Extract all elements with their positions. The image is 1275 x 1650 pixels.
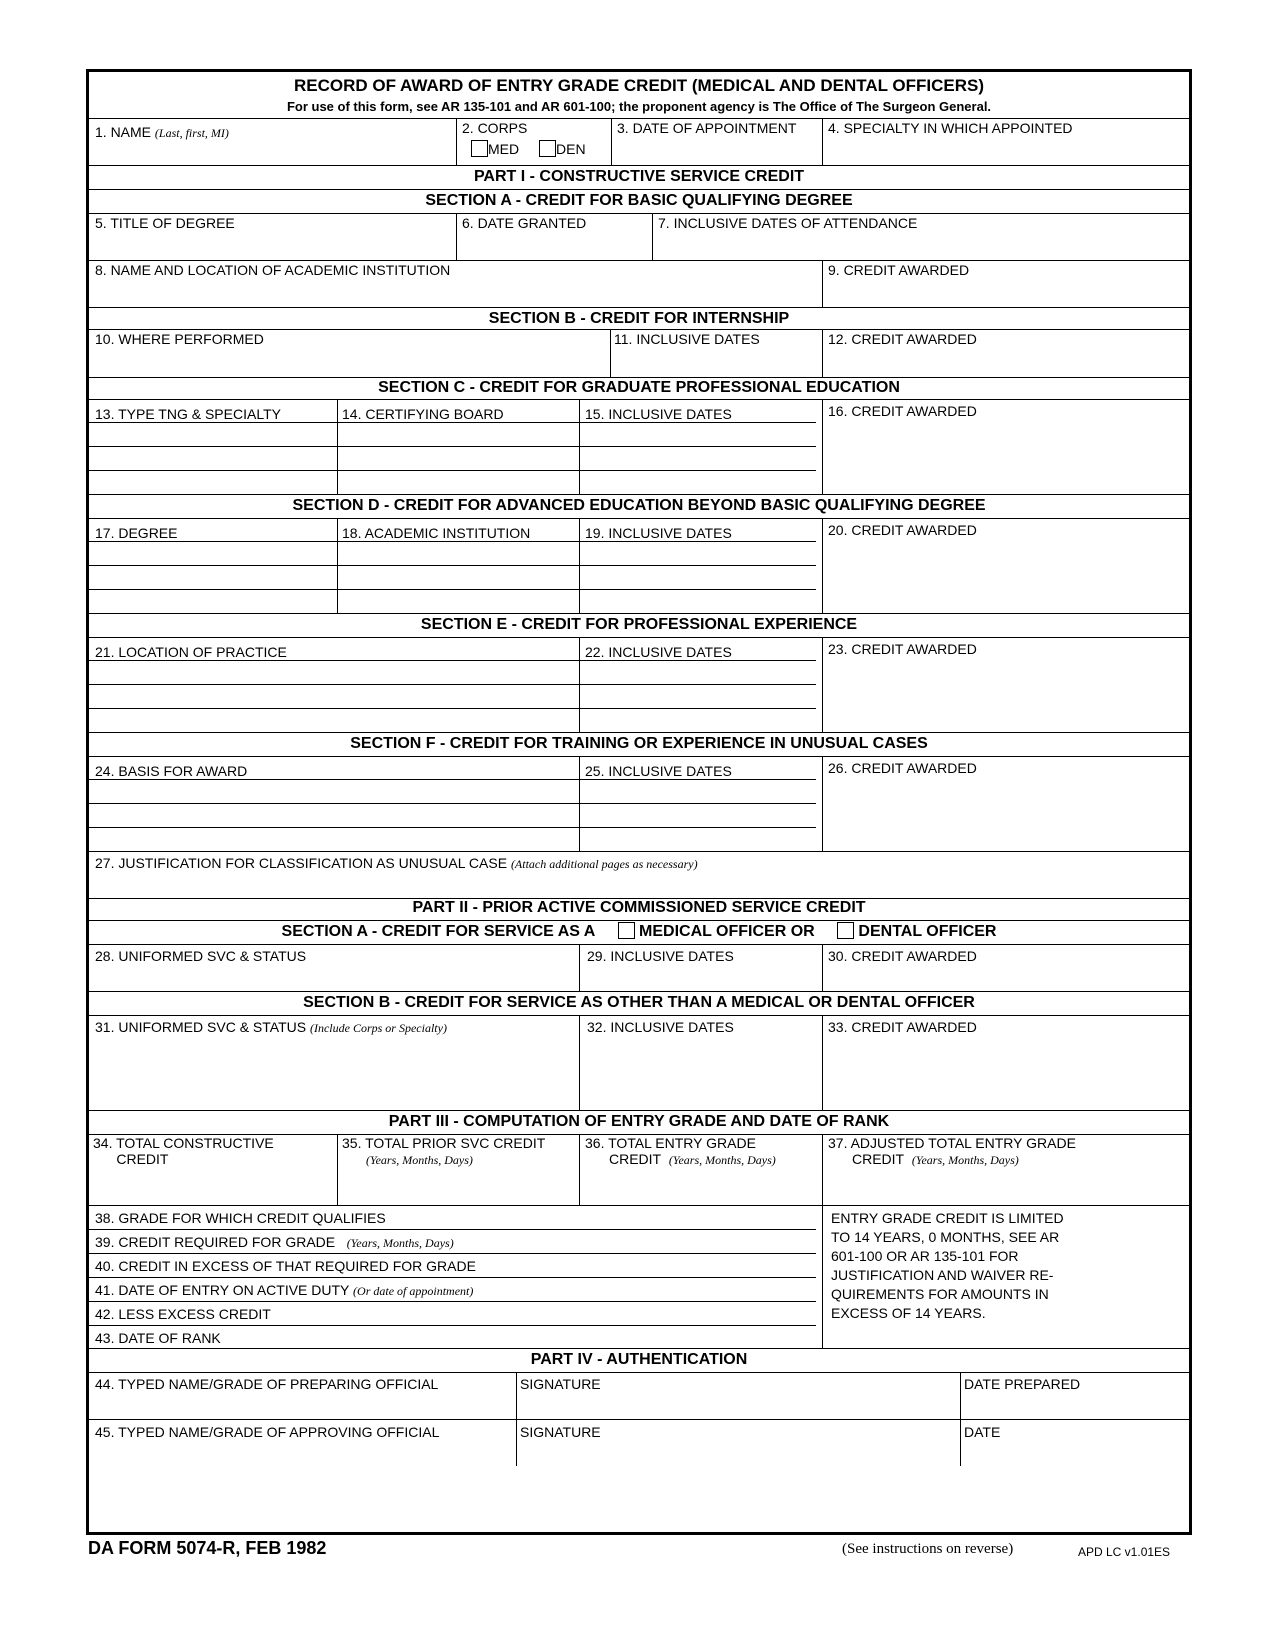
less-excess-credit-label[interactable]: 42. LESS EXCESS CREDIT xyxy=(95,1306,271,1322)
academic-institution-label[interactable]: 18. ACADEMIC INSTITUTION xyxy=(342,525,531,541)
med-checkbox[interactable] xyxy=(471,140,488,157)
entry-grade-limit-note: ENTRY GRADE CREDIT IS LIMITED TO 14 YEARS, 0 MONTHS, SEE AR 601-100 OR AR 135-101 FOR JUSTIFICATION AND WAIVER RE- QUIREMENTS FOR AMOUNTS IN EXCESS OF 14 YEARS. xyxy=(831,1210,1064,1321)
form-subtitle: For use of this form, see AR 135-101 and AR 601-100; the proponent agency is The Office of The Surgeon General. xyxy=(286,99,992,114)
part2-section-b-title: SECTION B - CREDIT FOR SERVICE AS OTHER THAN A MEDICAL OR DENTAL OFFICER xyxy=(303,994,975,1011)
uniformed-svc-status-28-label[interactable]: 28. UNIFORMED SVC & STATUS xyxy=(95,948,307,964)
inclusive-dates-19-label[interactable]: 19. INCLUSIVE DATES xyxy=(585,525,732,541)
credit-awarded-30-label[interactable]: 30. CREDIT AWARDED xyxy=(828,948,977,964)
credit-in-excess-label[interactable]: 40. CREDIT IN EXCESS OF THAT REQUIRED FOR GRADE xyxy=(95,1258,476,1274)
form-identifier: DA FORM 5074-R, FEB 1982 xyxy=(88,1538,327,1558)
credit-awarded-33-label[interactable]: 33. CREDIT AWARDED xyxy=(828,1019,977,1035)
part1-section-c-title: SECTION C - CREDIT FOR GRADUATE PROFESSIONAL EDUCATION xyxy=(378,379,900,396)
certifying-board-label[interactable]: 14. CERTIFYING BOARD xyxy=(342,406,504,422)
den-checkbox[interactable] xyxy=(539,140,556,157)
credit-awarded-16-label[interactable]: 16. CREDIT AWARDED xyxy=(828,403,977,419)
grade-qualifies-label[interactable]: 38. GRADE FOR WHICH CREDIT QUALIFIES xyxy=(95,1210,386,1226)
inclusive-dates-22-label[interactable]: 22. INCLUSIVE DATES xyxy=(585,644,732,660)
total-constructive-credit-label[interactable]: 34. TOTAL CONSTRUCTIVE CREDIT xyxy=(93,1135,274,1167)
inclusive-dates-32-label[interactable]: 32. INCLUSIVE DATES xyxy=(587,1019,734,1035)
where-performed-label[interactable]: 10. WHERE PERFORMED xyxy=(95,331,264,347)
date-of-rank-label[interactable]: 43. DATE OF RANK xyxy=(95,1330,221,1346)
preparing-official-label[interactable]: 44. TYPED NAME/GRADE OF PREPARING OFFICIAL xyxy=(95,1376,439,1392)
credit-awarded-20-label[interactable]: 20. CREDIT AWARDED xyxy=(828,522,977,538)
credit-required-label[interactable]: 39. CREDIT REQUIRED FOR GRADE (Years, Months, Days) xyxy=(95,1234,454,1250)
total-prior-svc-credit-label[interactable]: 35. TOTAL PRIOR SVC CREDIT (Years, Months, Days) xyxy=(342,1135,546,1167)
part1-title: PART I - CONSTRUCTIVE SERVICE CREDIT xyxy=(473,168,805,185)
medical-officer-checkbox[interactable] xyxy=(618,922,635,939)
corps-den-option[interactable]: DEN xyxy=(539,140,586,157)
approving-official-label[interactable]: 45. TYPED NAME/GRADE OF APPROVING OFFICIAL xyxy=(95,1424,440,1440)
entry-grade-credit-form xyxy=(86,69,1192,1535)
part1-section-f-title: SECTION F - CREDIT FOR TRAINING OR EXPERIENCE IN UNUSUAL CASES xyxy=(350,735,928,752)
uniformed-svc-status-31-label[interactable]: 31. UNIFORMED SVC & STATUS (Include Corps or Specialty) xyxy=(95,1019,447,1035)
part1-section-b-title: SECTION B - CREDIT FOR INTERNSHIP xyxy=(488,310,790,327)
attendance-dates-label[interactable]: 7. INCLUSIVE DATES OF ATTENDANCE xyxy=(658,215,918,231)
part1-section-a-title: SECTION A - CREDIT FOR BASIC QUALIFYING DEGREE xyxy=(425,192,853,209)
justification-label[interactable]: 27. JUSTIFICATION FOR CLASSIFICATION AS UNUSUAL CASE (Attach additional pages as necessary) xyxy=(95,855,698,871)
credit-awarded-9-label[interactable]: 9. CREDIT AWARDED xyxy=(828,262,970,278)
institution-label[interactable]: 8. NAME AND LOCATION OF ACADEMIC INSTITUTION xyxy=(95,262,451,278)
version-label: APD LC v1.01ES xyxy=(1078,1545,1171,1559)
credit-awarded-23-label[interactable]: 23. CREDIT AWARDED xyxy=(828,641,977,657)
part3-title: PART III - COMPUTATION OF ENTRY GRADE AND DATE OF RANK xyxy=(388,1113,890,1130)
adjusted-total-entry-grade-credit-label[interactable]: 37. ADJUSTED TOTAL ENTRY GRADE CREDIT (Years, Months, Days) xyxy=(828,1135,1076,1167)
corps-label: 2. CORPS xyxy=(462,120,528,136)
part2-section-a-title: SECTION A - CREDIT FOR SERVICE AS A MEDICAL OFFICER OR DENTAL OFFICER xyxy=(281,923,997,940)
corps-med-option[interactable]: MED xyxy=(471,140,519,157)
specialty-label[interactable]: 4. SPECIALTY IN WHICH APPOINTED xyxy=(828,120,1073,136)
type-tng-specialty-label[interactable]: 13. TYPE TNG & SPECIALTY xyxy=(95,406,281,422)
date-of-appointment-label[interactable]: 3. DATE OF APPOINTMENT xyxy=(617,120,797,136)
credit-awarded-12-label[interactable]: 12. CREDIT AWARDED xyxy=(828,331,977,347)
basis-for-award-label[interactable]: 24. BASIS FOR AWARD xyxy=(95,763,248,779)
location-of-practice-label[interactable]: 21. LOCATION OF PRACTICE xyxy=(95,644,287,660)
inclusive-dates-15-label[interactable]: 15. INCLUSIVE DATES xyxy=(585,406,732,422)
date-of-entry-label[interactable]: 41. DATE OF ENTRY ON ACTIVE DUTY (Or date of appointment) xyxy=(95,1282,474,1298)
dental-officer-checkbox[interactable] xyxy=(837,922,854,939)
degree-label[interactable]: 17. DEGREE xyxy=(95,525,178,541)
part1-section-e-title: SECTION E - CREDIT FOR PROFESSIONAL EXPERIENCE xyxy=(420,616,858,633)
part4-title: PART IV - AUTHENTICATION xyxy=(530,1351,748,1368)
date-prepared-label[interactable]: DATE PREPARED xyxy=(964,1376,1081,1392)
name-field-label[interactable]: 1. NAME (Last, first, MI) xyxy=(95,124,229,140)
inclusive-dates-25-label[interactable]: 25. INCLUSIVE DATES xyxy=(585,763,732,779)
credit-awarded-26-label[interactable]: 26. CREDIT AWARDED xyxy=(828,760,977,776)
form-title: RECORD OF AWARD OF ENTRY GRADE CREDIT (MEDICAL AND DENTAL OFFICERS) xyxy=(293,76,985,95)
date-approved-label[interactable]: DATE xyxy=(964,1424,1001,1440)
inclusive-dates-29-label[interactable]: 29. INCLUSIVE DATES xyxy=(587,948,734,964)
date-granted-label[interactable]: 6. DATE GRANTED xyxy=(462,215,587,231)
total-entry-grade-credit-label[interactable]: 36. TOTAL ENTRY GRADE CREDIT (Years, Months, Days) xyxy=(585,1135,776,1167)
part2-title: PART II - PRIOR ACTIVE COMMISSIONED SERVICE CREDIT xyxy=(412,899,866,916)
instructions-note: (See instructions on reverse) xyxy=(842,1541,1014,1557)
signature-approving-label[interactable]: SIGNATURE xyxy=(520,1424,601,1440)
signature-preparing-label[interactable]: SIGNATURE xyxy=(520,1376,601,1392)
title-of-degree-label[interactable]: 5. TITLE OF DEGREE xyxy=(95,215,235,231)
part1-section-d-title: SECTION D - CREDIT FOR ADVANCED EDUCATION BEYOND BASIC QUALIFYING DEGREE xyxy=(292,497,986,514)
inclusive-dates-11-label[interactable]: 11. INCLUSIVE DATES xyxy=(614,331,760,347)
